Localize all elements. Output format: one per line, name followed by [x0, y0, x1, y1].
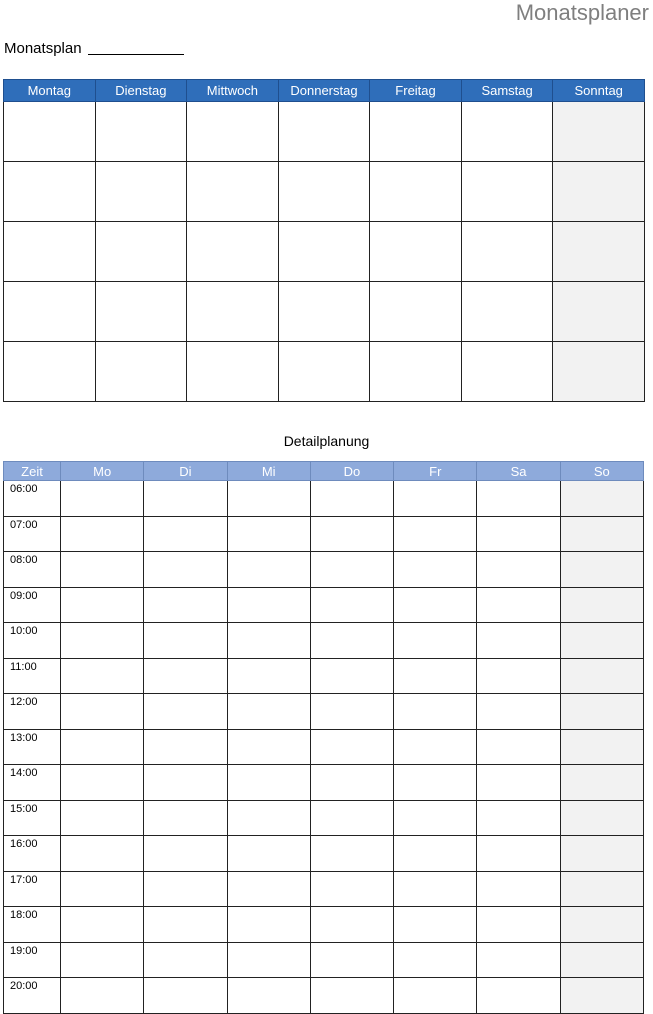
time-slot-cell[interactable] — [310, 765, 393, 801]
time-slot-cell[interactable] — [560, 587, 643, 623]
time-slot-cell[interactable] — [227, 552, 310, 588]
time-slot-cell[interactable] — [61, 587, 144, 623]
time-slot-cell[interactable] — [144, 800, 227, 836]
month-plan-label — [4, 40, 184, 57]
time-slot-row — [4, 729, 644, 765]
time-slot-cell[interactable] — [61, 694, 144, 730]
month-week-row — [4, 102, 645, 162]
month-day-header: Sonntag — [553, 80, 645, 102]
month-week-row — [4, 282, 645, 342]
time-slot-cell[interactable] — [394, 978, 477, 1014]
detail-day-header: Mi — [227, 462, 310, 481]
time-slot-row — [4, 800, 644, 836]
time-slot-cell[interactable] — [310, 871, 393, 907]
month-day-cell[interactable] — [187, 222, 279, 282]
month-day-cell[interactable] — [4, 102, 96, 162]
time-slot-cell[interactable] — [144, 552, 227, 588]
time-slot-cell[interactable] — [394, 552, 477, 588]
month-day-cell[interactable] — [553, 282, 645, 342]
time-slot-cell[interactable] — [477, 907, 560, 943]
time-slot-label: 18:00 — [4, 907, 61, 943]
time-slot-cell[interactable] — [560, 978, 643, 1014]
time-slot-cell[interactable] — [227, 729, 310, 765]
time-slot-label: 19:00 — [4, 942, 61, 978]
time-slot-cell[interactable] — [560, 516, 643, 552]
time-slot-cell[interactable] — [144, 978, 227, 1014]
time-slot-cell[interactable] — [310, 694, 393, 730]
time-slot-cell[interactable] — [310, 978, 393, 1014]
time-slot-cell[interactable] — [394, 765, 477, 801]
time-slot-cell[interactable] — [61, 729, 144, 765]
month-day-cell[interactable] — [370, 162, 462, 222]
month-header-row — [4, 80, 645, 102]
time-slot-row — [4, 623, 644, 659]
time-slot-cell[interactable] — [310, 587, 393, 623]
month-day-cell[interactable] — [95, 102, 187, 162]
time-slot-cell[interactable] — [477, 836, 560, 872]
time-slot-cell[interactable] — [394, 694, 477, 730]
time-slot-cell[interactable] — [310, 907, 393, 943]
month-week-row — [4, 342, 645, 402]
time-slot-cell[interactable] — [477, 942, 560, 978]
time-slot-label: 11:00 — [4, 658, 61, 694]
time-slot-cell[interactable] — [227, 694, 310, 730]
time-slot-cell[interactable] — [310, 729, 393, 765]
time-slot-cell[interactable] — [144, 765, 227, 801]
time-slot-row — [4, 516, 644, 552]
time-slot-row — [4, 694, 644, 730]
month-day-cell[interactable] — [4, 222, 96, 282]
detail-day-header: Fr — [394, 462, 477, 481]
time-slot-cell[interactable] — [227, 836, 310, 872]
time-slot-cell[interactable] — [227, 871, 310, 907]
time-slot-cell[interactable] — [560, 729, 643, 765]
time-slot-cell[interactable] — [144, 836, 227, 872]
time-slot-cell[interactable] — [144, 587, 227, 623]
month-day-cell[interactable] — [461, 282, 553, 342]
month-day-cell[interactable] — [553, 222, 645, 282]
time-slot-label: 15:00 — [4, 800, 61, 836]
month-day-cell[interactable] — [187, 162, 279, 222]
time-slot-cell[interactable] — [144, 481, 227, 517]
time-slot-cell[interactable] — [560, 942, 643, 978]
month-day-cell[interactable] — [278, 282, 370, 342]
month-day-cell[interactable] — [95, 162, 187, 222]
time-slot-cell[interactable] — [560, 694, 643, 730]
time-slot-cell[interactable] — [227, 765, 310, 801]
month-day-cell[interactable] — [461, 102, 553, 162]
time-slot-cell[interactable] — [477, 729, 560, 765]
time-slot-cell[interactable] — [144, 871, 227, 907]
time-slot-label: 10:00 — [4, 623, 61, 659]
time-slot-cell[interactable] — [394, 836, 477, 872]
time-slot-cell[interactable] — [560, 552, 643, 588]
time-slot-label: 09:00 — [4, 587, 61, 623]
month-day-cell[interactable] — [278, 342, 370, 402]
time-slot-cell[interactable] — [477, 658, 560, 694]
month-day-header: Samstag — [461, 80, 553, 102]
time-slot-cell[interactable] — [477, 552, 560, 588]
month-day-cell[interactable] — [370, 222, 462, 282]
time-slot-row — [4, 481, 644, 517]
time-slot-cell[interactable] — [394, 871, 477, 907]
time-slot-cell[interactable] — [227, 481, 310, 517]
time-slot-cell[interactable] — [560, 765, 643, 801]
month-day-cell[interactable] — [278, 102, 370, 162]
month-day-cell[interactable] — [187, 102, 279, 162]
time-slot-cell[interactable] — [394, 587, 477, 623]
time-slot-cell[interactable] — [394, 481, 477, 517]
month-day-cell[interactable] — [4, 162, 96, 222]
time-slot-cell[interactable] — [61, 907, 144, 943]
month-day-header: Donnerstag — [278, 80, 370, 102]
time-slot-label: 12:00 — [4, 694, 61, 730]
month-plan-label-text: Monatsplan — [4, 40, 82, 57]
time-slot-cell[interactable] — [394, 658, 477, 694]
time-slot-cell[interactable] — [310, 942, 393, 978]
time-slot-row — [4, 836, 644, 872]
month-day-cell[interactable] — [278, 222, 370, 282]
time-slot-cell[interactable] — [144, 942, 227, 978]
time-slot-cell[interactable] — [394, 623, 477, 659]
time-slot-cell[interactable] — [477, 623, 560, 659]
month-day-header: Mittwoch — [187, 80, 279, 102]
time-slot-label: 17:00 — [4, 871, 61, 907]
month-day-cell[interactable] — [461, 222, 553, 282]
time-slot-cell[interactable] — [227, 587, 310, 623]
time-slot-cell[interactable] — [144, 658, 227, 694]
month-week-row — [4, 222, 645, 282]
time-slot-label: 14:00 — [4, 765, 61, 801]
time-slot-cell[interactable] — [61, 800, 144, 836]
time-slot-row — [4, 942, 644, 978]
month-day-cell[interactable] — [4, 342, 96, 402]
time-slot-cell[interactable] — [61, 658, 144, 694]
time-slot-row — [4, 552, 644, 588]
time-slot-cell[interactable] — [61, 481, 144, 517]
month-day-cell[interactable] — [95, 222, 187, 282]
time-slot-cell[interactable] — [477, 765, 560, 801]
month-week-row — [4, 162, 645, 222]
month-day-cell[interactable] — [4, 282, 96, 342]
detail-day-header: So — [560, 462, 643, 481]
time-slot-cell[interactable] — [144, 907, 227, 943]
time-slot-cell[interactable] — [61, 942, 144, 978]
time-slot-label: 20:00 — [4, 978, 61, 1014]
month-calendar-table — [3, 79, 645, 402]
month-day-cell[interactable] — [95, 342, 187, 402]
month-day-cell[interactable] — [553, 102, 645, 162]
time-slot-cell[interactable] — [310, 800, 393, 836]
time-slot-label: 08:00 — [4, 552, 61, 588]
time-slot-cell[interactable] — [61, 552, 144, 588]
month-day-cell[interactable] — [278, 162, 370, 222]
time-slot-label: 13:00 — [4, 729, 61, 765]
time-slot-row — [4, 871, 644, 907]
time-slot-cell[interactable] — [477, 978, 560, 1014]
month-day-cell[interactable] — [553, 162, 645, 222]
time-slot-cell[interactable] — [560, 623, 643, 659]
time-slot-cell[interactable] — [310, 836, 393, 872]
time-slot-cell[interactable] — [394, 800, 477, 836]
time-slot-cell[interactable] — [477, 800, 560, 836]
time-slot-cell[interactable] — [477, 871, 560, 907]
time-slot-cell[interactable] — [61, 765, 144, 801]
time-slot-cell[interactable] — [61, 623, 144, 659]
detail-day-header: Mo — [61, 462, 144, 481]
time-slot-cell[interactable] — [227, 907, 310, 943]
time-slot-cell[interactable] — [310, 623, 393, 659]
time-slot-cell[interactable] — [560, 871, 643, 907]
time-slot-cell[interactable] — [394, 516, 477, 552]
time-slot-cell[interactable] — [394, 942, 477, 978]
month-day-header: Freitag — [370, 80, 462, 102]
month-day-cell[interactable] — [187, 282, 279, 342]
time-slot-cell[interactable] — [560, 907, 643, 943]
time-slot-cell[interactable] — [144, 729, 227, 765]
time-slot-cell[interactable] — [394, 729, 477, 765]
time-slot-cell[interactable] — [61, 871, 144, 907]
time-slot-label: 06:00 — [4, 481, 61, 517]
time-slot-cell[interactable] — [310, 481, 393, 517]
month-day-cell[interactable] — [187, 342, 279, 402]
time-slot-row — [4, 907, 644, 943]
time-slot-cell[interactable] — [310, 516, 393, 552]
time-slot-cell[interactable] — [477, 587, 560, 623]
time-slot-cell[interactable] — [61, 836, 144, 872]
time-slot-cell[interactable] — [61, 978, 144, 1014]
time-slot-cell[interactable] — [560, 800, 643, 836]
time-slot-cell[interactable] — [227, 516, 310, 552]
detail-planning-table — [3, 461, 644, 1014]
time-slot-cell[interactable] — [227, 978, 310, 1014]
time-slot-row — [4, 765, 644, 801]
time-slot-row — [4, 587, 644, 623]
detail-planning-title: Detailplanung — [283, 433, 370, 449]
time-slot-cell[interactable] — [144, 623, 227, 659]
time-slot-row — [4, 658, 644, 694]
month-day-header: Montag — [4, 80, 96, 102]
month-day-cell[interactable] — [370, 102, 462, 162]
time-slot-cell[interactable] — [61, 516, 144, 552]
detail-header-row — [4, 462, 644, 481]
detail-day-header: Do — [310, 462, 393, 481]
month-day-cell[interactable] — [370, 282, 462, 342]
time-slot-cell[interactable] — [310, 552, 393, 588]
month-day-header: Dienstag — [95, 80, 187, 102]
month-name-blank-line[interactable] — [88, 40, 184, 55]
time-column-header: Zeit — [4, 462, 61, 481]
time-slot-cell[interactable] — [144, 516, 227, 552]
detail-day-header: Sa — [477, 462, 560, 481]
time-slot-row — [4, 978, 644, 1014]
time-slot-label: 07:00 — [4, 516, 61, 552]
time-slot-cell[interactable] — [310, 658, 393, 694]
time-slot-cell[interactable] — [394, 907, 477, 943]
time-slot-cell[interactable] — [560, 481, 643, 517]
month-day-cell[interactable] — [370, 342, 462, 402]
time-slot-cell[interactable] — [477, 516, 560, 552]
time-slot-cell[interactable] — [560, 836, 643, 872]
time-slot-cell[interactable] — [227, 623, 310, 659]
time-slot-cell[interactable] — [477, 481, 560, 517]
time-slot-cell[interactable] — [227, 658, 310, 694]
month-day-cell[interactable] — [461, 162, 553, 222]
document-title: Monatsplaner — [515, 0, 649, 25]
detail-day-header: Di — [144, 462, 227, 481]
time-slot-cell[interactable] — [560, 658, 643, 694]
time-slot-cell[interactable] — [144, 694, 227, 730]
month-day-cell[interactable] — [461, 342, 553, 402]
time-slot-label: 16:00 — [4, 836, 61, 872]
month-day-cell[interactable] — [95, 282, 187, 342]
time-slot-cell[interactable] — [227, 942, 310, 978]
month-day-cell[interactable] — [553, 342, 645, 402]
time-slot-cell[interactable] — [477, 694, 560, 730]
time-slot-cell[interactable] — [227, 800, 310, 836]
